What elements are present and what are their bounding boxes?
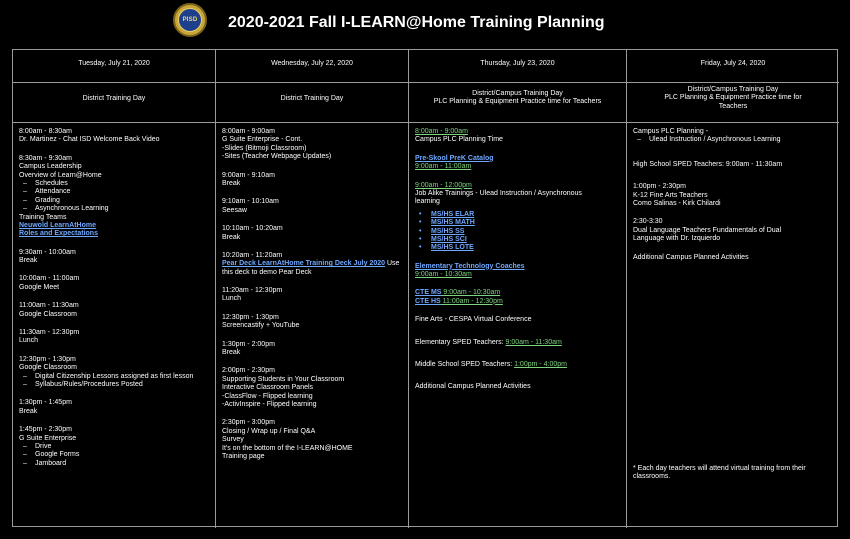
session-title: Training page — [222, 452, 265, 460]
session-block — [222, 367, 404, 409]
session-title: Campus PLC Planning Time — [415, 136, 503, 144]
session-title: Overview of Learn@Home — [19, 171, 102, 179]
theme-line: District Training Day — [280, 95, 344, 102]
session-time: 12:30pm - 1:30pm — [222, 313, 279, 321]
session-time: 8:00am - 8:30am — [19, 128, 72, 135]
session-row — [415, 361, 622, 369]
session-title: Survey — [222, 436, 244, 444]
session-block — [222, 128, 404, 162]
training-link[interactable]: Roles and Expectations — [19, 230, 98, 238]
body-thursday — [409, 123, 627, 528]
session-title: Additional Campus Planned Activities — [415, 383, 531, 391]
district-logo-text: PISD — [178, 8, 202, 32]
session-title: Elementary SPED Teachers: — [415, 338, 506, 346]
session-time: 1:30pm - 1:45pm — [19, 399, 72, 407]
job-alike-link[interactable]: • MS/HS MATH — [431, 219, 622, 227]
session-list — [19, 180, 211, 214]
session-block — [19, 426, 211, 468]
session-block — [415, 263, 622, 280]
day-header-thursday: Thursday, July 23, 2020 — [409, 50, 627, 83]
pear-deck-link[interactable]: Pear Deck LearnAtHome Training Deck July 2020 — [222, 260, 386, 268]
session-title: Break — [222, 349, 241, 357]
session-time: 9:00am - 11:00am — [415, 163, 472, 171]
session-title: Seesaw — [222, 206, 247, 214]
session-block — [19, 356, 211, 390]
session-time: 1:00pm - 2:30pm — [633, 183, 686, 191]
session-block — [222, 419, 404, 461]
session-title: -Slides (Bitmoji Classroom) — [222, 144, 307, 152]
session-block — [222, 341, 404, 358]
body-wednesday — [216, 123, 409, 528]
session-title: Break — [19, 257, 38, 265]
session-title: Google Classroom — [19, 364, 77, 372]
session-time: 8:00am - 9:00am — [222, 128, 275, 135]
theme-friday — [627, 83, 839, 123]
session-title: Interactive Classroom Panels — [222, 384, 314, 392]
session-title: Como Salinas - Kirk Chilardi — [633, 199, 721, 207]
job-alike-link[interactable]: • MS/HS SCI — [431, 236, 622, 244]
theme-line: District/Campus Training Day — [687, 86, 779, 93]
session-title: -Sites (Teacher Webpage Updates) — [222, 153, 332, 161]
session-title — [222, 260, 404, 277]
session-title: High School SPED Teachers: 9:00am - 11:30am — [633, 160, 783, 168]
session-title: Screencastify + YouTube — [222, 322, 300, 330]
session-time: 11:30am - 12:30pm — [19, 329, 80, 337]
session-time: 8:00am - 9:00am — [415, 128, 468, 135]
session-block — [19, 302, 211, 319]
list-item: – Grading — [35, 197, 211, 205]
session-time: 2:30pm - 3:00pm — [222, 419, 275, 427]
session-time: 8:30am - 9:30am — [19, 154, 72, 162]
session-block — [415, 155, 622, 172]
session-time: 9:10am - 10:10am — [222, 198, 279, 206]
session-title: It's on the bottom of the I-LEARN@HOME — [222, 444, 353, 452]
theme-thursday — [409, 83, 627, 123]
session-list — [633, 136, 835, 144]
session-list — [19, 373, 211, 390]
session-title: Lunch — [19, 337, 39, 345]
session-block — [19, 128, 211, 145]
session-time: 10:00am - 11:00am — [19, 275, 80, 283]
session-title: Dr. Martinez - Chat ISD Welcome Back Video — [19, 136, 160, 144]
session-row — [415, 339, 622, 347]
session-time: 2:30-3:30 — [633, 218, 663, 226]
cte-hs-link[interactable]: CTE HS — [415, 297, 441, 305]
session-block — [222, 252, 404, 277]
session-list — [415, 211, 622, 253]
session-block — [222, 198, 404, 215]
session-time: 11:20am - 12:30pm — [222, 287, 283, 295]
job-alike-link[interactable]: • MS/HS SS — [431, 228, 622, 236]
session-block — [633, 128, 835, 145]
session-time: 9:00am - 12:00pm — [415, 181, 472, 189]
session-title: Training Teams — [19, 213, 67, 221]
list-item: – Attendance — [35, 188, 211, 196]
session-time: 11:00am - 12:30pm — [440, 297, 503, 305]
session-block — [633, 218, 835, 243]
session-block — [415, 289, 622, 306]
session-row — [415, 289, 622, 297]
session-title: -ActivInspire - Flipped learning — [222, 400, 317, 408]
day-header-tuesday: Tuesday, July 21, 2020 — [13, 50, 216, 83]
session-title: Break — [222, 179, 241, 187]
session-block — [19, 399, 211, 416]
elem-tech-coaches-link[interactable]: Elementary Technology Coaches — [415, 262, 525, 270]
session-title: Dual Language Teachers Fundamentals of Dual — [633, 226, 782, 234]
session-title: Campus Leadership — [19, 163, 82, 171]
body-tuesday — [13, 123, 216, 528]
day-header-wednesday: Wednesday, July 22, 2020 — [216, 50, 409, 83]
session-title: Job Alike Trainings - Ulead Instruction / Asynchronous — [415, 189, 582, 197]
session-time: 1:45pm - 2:30pm — [19, 426, 72, 434]
session-time: 9:00am - 11:30am — [505, 338, 562, 346]
session-title: Middle School SPED Teachers: — [415, 361, 515, 369]
session-block — [415, 182, 622, 253]
prek-catalog-link[interactable]: Pre-Skool PreK Catalog — [415, 154, 494, 162]
session-block — [633, 254, 835, 262]
session-block — [633, 161, 835, 169]
theme-line: PLC Planning & Equipment Practice time for Teachers — [433, 98, 602, 106]
session-title: Break — [222, 233, 241, 241]
session-title: Google Classroom — [19, 310, 77, 318]
session-title: Lunch — [222, 295, 242, 303]
link-note: Use this deck to demo Pear Deck — [222, 260, 400, 276]
session-row — [415, 298, 622, 306]
session-block — [19, 275, 211, 292]
theme-tuesday — [13, 83, 216, 123]
list-item: – Google Forms — [35, 451, 211, 459]
session-title: Supporting Students in Your Classroom — [222, 375, 345, 383]
session-block — [222, 287, 404, 304]
session-title: Closing / Wrap up / Final Q&A — [222, 427, 316, 435]
session-title: Additional Campus Planned Activities — [633, 253, 749, 261]
session-title: Language with Dr. Izquierdo — [633, 235, 721, 243]
job-alike-link[interactable]: • MS/HS ELAR — [431, 211, 622, 219]
session-time: 12:30pm - 1:30pm — [19, 355, 76, 363]
theme-line: District/Campus Training Day — [472, 90, 563, 97]
session-block — [19, 155, 211, 239]
session-block — [633, 183, 835, 208]
session-title: Break — [19, 407, 38, 415]
session-time: 2:00pm - 2:30pm — [222, 367, 275, 375]
day-header-friday: Friday, July 24, 2020 — [627, 50, 839, 83]
session-time: 9:00am - 10:30am — [441, 289, 501, 297]
body-friday — [627, 123, 839, 528]
header — [0, 0, 850, 48]
session-time: 9:30am - 10:00am — [19, 248, 76, 256]
theme-line: Teachers — [718, 102, 748, 110]
training-link[interactable]: Neuwold LearnAtHome — [19, 221, 97, 229]
session-block — [222, 172, 404, 189]
session-block — [415, 316, 622, 324]
session-block — [415, 128, 622, 145]
list-item: – Digital Citizenship Lessons assigned as first lesson — [35, 373, 211, 381]
session-title: G Suite Enterprise — [19, 434, 77, 442]
schedule-table — [12, 49, 838, 527]
session-title: K-12 Fine Arts Teachers — [633, 191, 708, 199]
session-title: Google Meet — [19, 283, 60, 291]
theme-line: District Training Day — [82, 95, 146, 102]
list-item: – Schedules — [35, 180, 211, 188]
session-block — [222, 225, 404, 242]
job-alike-link[interactable]: • MS/HS LOTE — [431, 244, 622, 252]
session-time: 9:00am - 9:10am — [222, 171, 275, 179]
session-block — [19, 249, 211, 266]
session-title: G Suite Enterprise - Cont. — [222, 136, 303, 144]
session-time: 9:00am - 10:30am — [415, 271, 472, 279]
list-item: – Syllabus/Rules/Procedures Posted — [35, 381, 211, 389]
list-item: – Asynchronous Learning — [35, 205, 211, 213]
session-title: Fine Arts - CESPA Virtual Conference — [415, 316, 532, 324]
cte-ms-link[interactable]: CTE MS — [415, 289, 442, 297]
session-block — [415, 383, 622, 391]
list-item: – Drive — [35, 443, 211, 451]
session-list — [19, 443, 211, 468]
page-title: 2020-2021 Fall I-LEARN@Home Training Planning — [228, 14, 605, 31]
session-title: learning — [415, 198, 440, 206]
session-block — [415, 361, 622, 369]
session-time: 1:00pm - 4:00pm — [514, 361, 568, 369]
list-item: – Jamboard — [35, 460, 211, 468]
footnote: * Each day teachers will attend virtual training from their classrooms. — [633, 465, 806, 481]
session-time: 10:10am - 10:20am — [222, 225, 283, 233]
theme-line: PLC Planning & Equipment Practice time for — [664, 94, 802, 102]
district-logo — [173, 3, 207, 37]
session-time: 11:00am - 11:30am — [19, 302, 79, 310]
session-block — [415, 339, 622, 347]
session-time: 10:20am - 11:20am — [222, 251, 283, 259]
session-block — [222, 314, 404, 331]
list-item: – Ulead Instruction / Asynchronous Learning — [649, 136, 835, 144]
theme-wednesday — [216, 83, 409, 123]
session-title: Campus PLC Planning - — [633, 128, 709, 135]
session-time: 1:30pm - 2:00pm — [222, 340, 275, 348]
session-title: -ClassFlow - Flipped learning — [222, 392, 313, 400]
session-block — [19, 329, 211, 346]
